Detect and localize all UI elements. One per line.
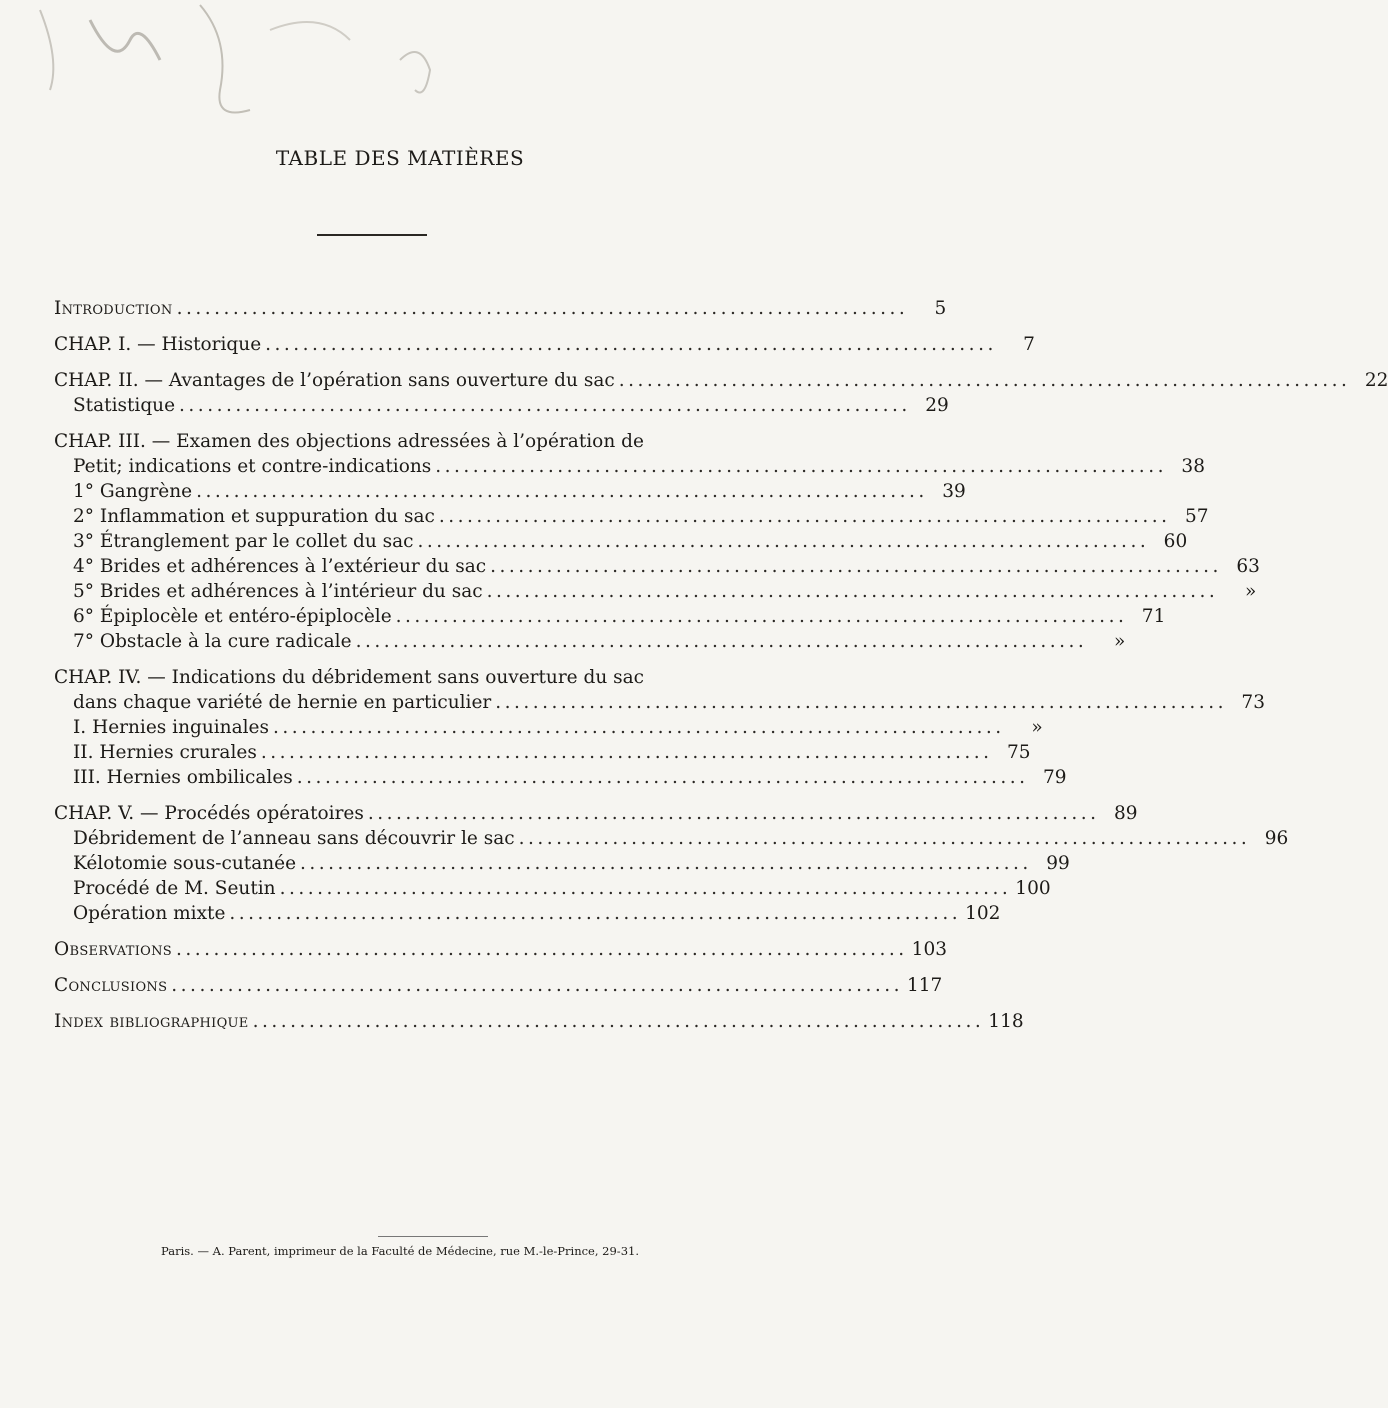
toc-label: Statistique [73, 395, 176, 416]
toc-page-number: 75 [1006, 742, 1031, 763]
leader-dots: .............................................................................. [367, 803, 1100, 824]
toc-subentry [54, 901, 1001, 926]
toc-page-number: 99 [1046, 853, 1070, 874]
toc-page-number: » [1113, 631, 1126, 652]
toc-subentry [54, 826, 1289, 851]
toc-page-number: 29 [925, 395, 949, 416]
leader-dots: .............................................................................. [175, 939, 908, 960]
toc-chap4-heading: CHAP. IV. — Indications du débridement sans ouverture du sac [54, 667, 645, 688]
leader-dots: .............................................................................. [518, 828, 1251, 849]
ink-smudge [20, 0, 460, 140]
leader-dots: .............................................................................. [618, 370, 1351, 391]
toc-label: CHAP. I. — Historique [54, 334, 262, 355]
toc-subentry [54, 604, 1166, 629]
toc-subentry [54, 529, 1188, 554]
toc-page-number: 103 [911, 939, 947, 960]
toc-page-number: 38 [1181, 456, 1205, 477]
toc-entry-chap4 [54, 690, 1265, 715]
toc-entry-conclusions [54, 973, 943, 998]
toc-subentry [54, 554, 1260, 579]
leader-dots: .............................................................................. [300, 853, 1032, 874]
toc-page-number: 39 [942, 481, 966, 502]
toc-page-number: 57 [1185, 506, 1209, 527]
leader-dots: .............................................................................. [355, 631, 1088, 652]
toc-label: Introduction [54, 298, 173, 319]
toc-page-number: 73 [1241, 692, 1265, 713]
toc-label: 3° Étranglement par le collet du sac [73, 531, 414, 552]
toc-subentry [54, 876, 1051, 901]
toc-page-number: 96 [1264, 828, 1289, 849]
toc-page-number: 60 [1163, 531, 1188, 552]
page-title: TABLE DES MATIÈRES [275, 146, 525, 170]
toc-label: 7° Obstacle à la cure radicale [73, 631, 352, 652]
toc-label: Petit; indications et contre-indications [73, 456, 432, 477]
toc-page-number: 117 [907, 975, 943, 996]
toc-entry-statistique [54, 393, 949, 418]
toc-page-number: 71 [1141, 606, 1166, 627]
toc-page-number: 5 [934, 298, 947, 319]
toc-entry-chap1 [54, 332, 1035, 357]
toc-label: dans chaque variété de hernie en particulier [73, 692, 492, 713]
leader-dots: .............................................................................. [395, 606, 1128, 627]
leader-dots: .............................................................................. [265, 334, 997, 355]
leader-dots: .............................................................................. [176, 298, 909, 319]
leader-dots: .............................................................................. [260, 742, 993, 763]
leader-dots: .............................................................................. [252, 1011, 985, 1032]
toc-label: II. Hernies crurales [73, 742, 257, 763]
leader-dots: .............................................................................. [486, 581, 1219, 602]
toc-entry-introduction [54, 296, 947, 321]
toc-label: Kélotomie sous-cutanée [73, 853, 297, 874]
toc-page-number: 102 [965, 903, 1001, 924]
toc-entry-observations [54, 937, 947, 962]
toc-label: Conclusions [54, 975, 168, 996]
toc-label: 4° Brides et adhérences à l’extérieur du sac [73, 556, 487, 577]
leader-dots: .............................................................................. [495, 692, 1227, 713]
leader-dots: .............................................................................. [417, 531, 1150, 552]
toc-entry-chap2 [54, 368, 1388, 393]
toc-page-number: 63 [1236, 556, 1260, 577]
leader-dots: .............................................................................. [490, 556, 1222, 577]
toc-label: III. Hernies ombilicales [73, 767, 293, 788]
toc-page-number: 7 [1023, 334, 1035, 355]
leader-dots: .............................................................................. [229, 903, 962, 924]
toc-page-number: 100 [1015, 878, 1051, 899]
toc-subentry [54, 765, 1067, 790]
toc-label: CHAP. II. — Avantages de l’opération sans ouverture du sac [54, 370, 615, 391]
toc-label: 1° Gangrène [73, 481, 193, 502]
leader-dots: .............................................................................. [438, 506, 1171, 527]
toc-page-number: 89 [1114, 803, 1138, 824]
toc-subentry [54, 579, 1257, 604]
toc-label: Index bibliographique [54, 1011, 249, 1032]
table-of-contents [54, 296, 1388, 1034]
toc-subentry [54, 479, 966, 504]
printer-imprint: Paris. — A. Parent, imprimeur de la Faculté de Médecine, rue M.-le-Prince, 29-31. [161, 1244, 639, 1258]
toc-chap3-heading: CHAP. III. — Examen des objections adressées à l’opération de [54, 431, 644, 452]
leader-dots: .............................................................................. [196, 481, 928, 502]
toc-label: Débridement de l’anneau sans découvrir le sac [73, 828, 515, 849]
leader-dots: .............................................................................. [435, 456, 1167, 477]
toc-label: I. Hernies inguinales [73, 717, 269, 738]
toc-page-number: 79 [1042, 767, 1067, 788]
toc-page-number: 118 [988, 1011, 1024, 1032]
toc-label: 2° Inflammation et suppuration du sac [73, 506, 435, 527]
toc-subentry [54, 740, 1031, 765]
toc-page-number: 22 [1364, 370, 1388, 391]
toc-page-number: » [1031, 717, 1043, 738]
toc-entry-index [54, 1009, 1024, 1034]
toc-label: 6° Épiplocèle et entéro-épiplocèle [73, 606, 392, 627]
leader-dots: .............................................................................. [272, 717, 1005, 738]
toc-subentry [54, 715, 1043, 740]
toc-label: Observations [54, 939, 172, 960]
toc-label: Opération mixte [73, 903, 226, 924]
toc-subentry [54, 851, 1070, 876]
toc-entry-chap5 [54, 801, 1138, 826]
leader-dots: .............................................................................. [296, 767, 1029, 788]
leader-dots: .............................................................................. [171, 975, 903, 996]
toc-subentry [54, 504, 1209, 529]
toc-label: CHAP. V. — Procédés opératoires [54, 803, 364, 824]
leader-dots: .............................................................................. [179, 395, 911, 416]
toc-page-number: » [1244, 581, 1257, 602]
toc-label: Procédé de M. Seutin [73, 878, 276, 899]
title-divider [317, 234, 427, 236]
toc-entry-chap3 [54, 454, 1205, 479]
leader-dots: .............................................................................. [279, 878, 1012, 899]
imprint-divider [378, 1236, 488, 1237]
toc-label: 5° Brides et adhérences à l’intérieur du sac [73, 581, 483, 602]
toc-subentry [54, 629, 1126, 654]
